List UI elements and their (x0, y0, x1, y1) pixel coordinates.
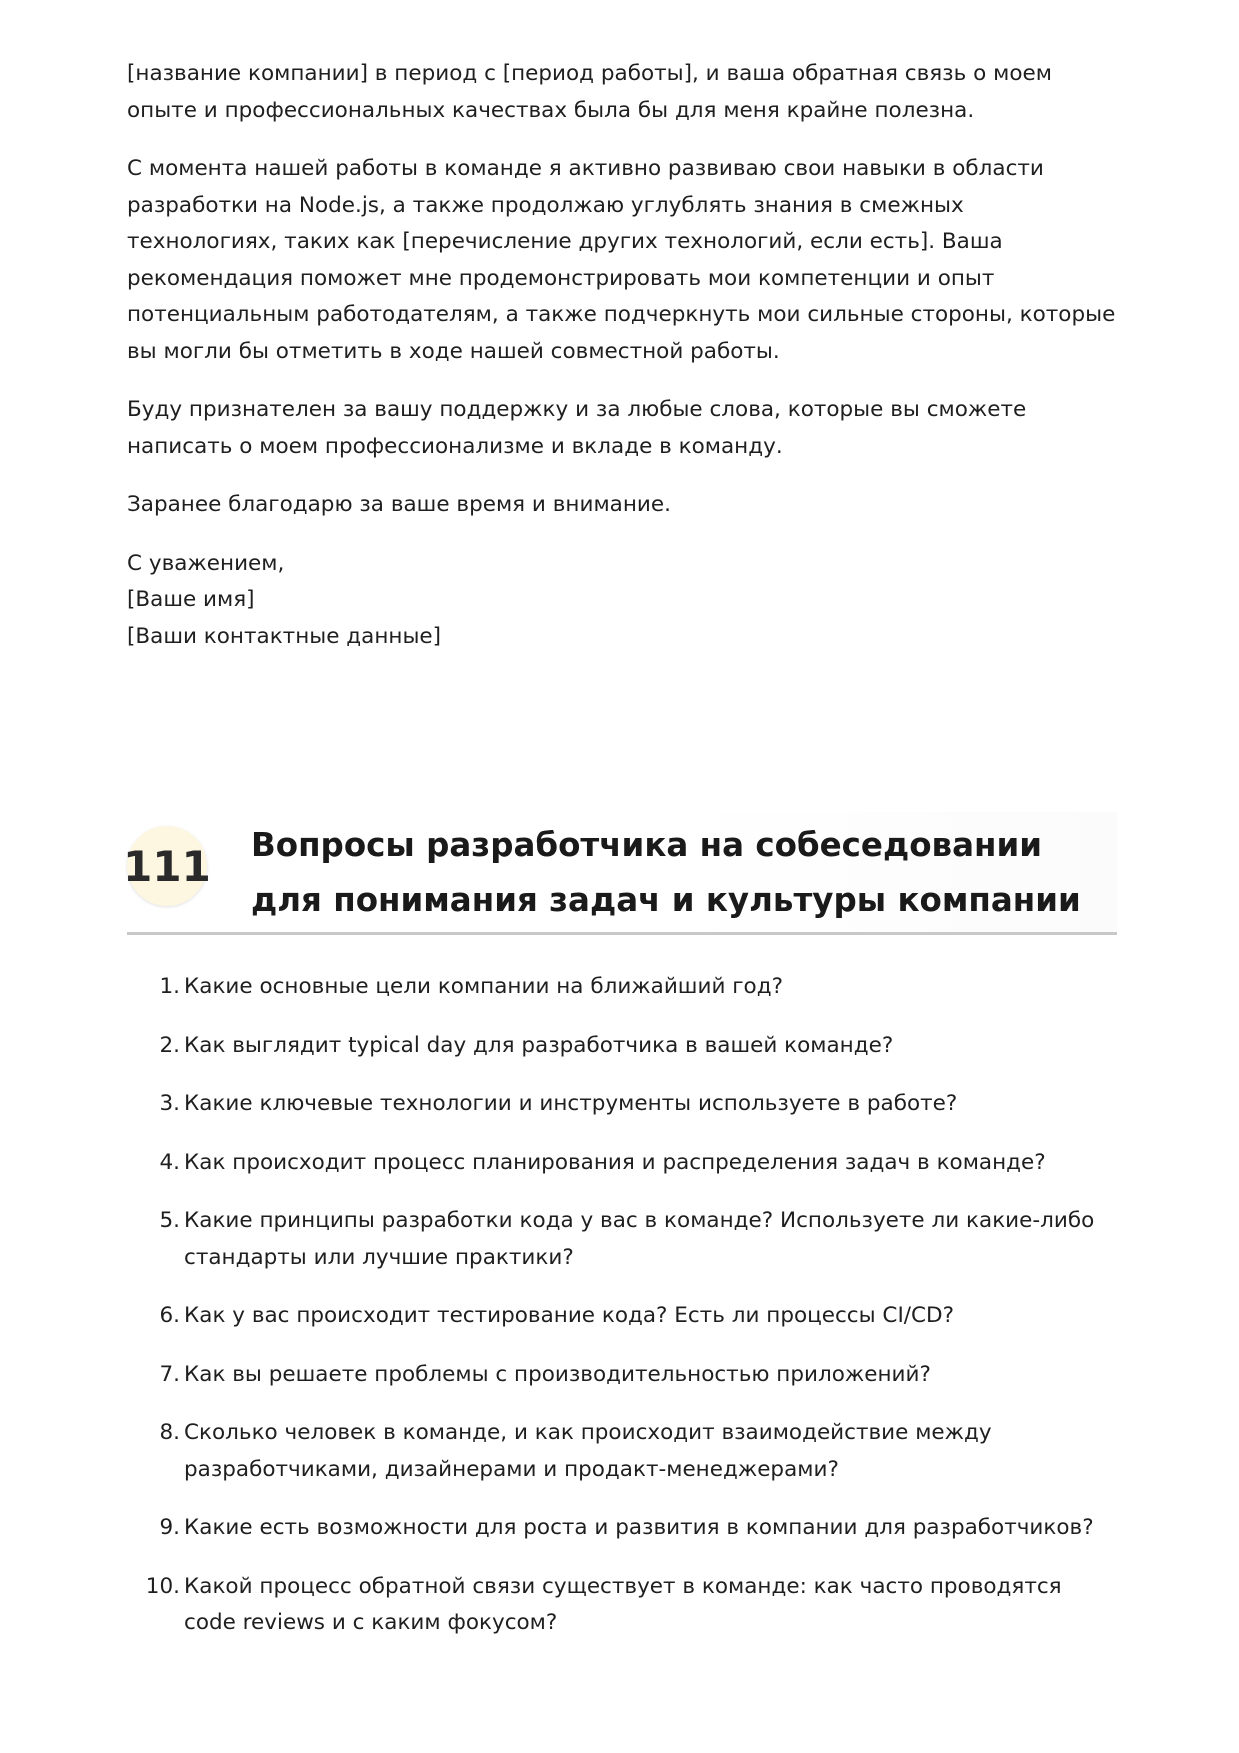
questions-list (140, 969, 1120, 1664)
closing-regards: С уважением, (127, 550, 285, 576)
letter-body (127, 56, 1117, 655)
list-item (140, 1415, 1120, 1488)
letter-paragraph: Заранее благодарю за ваше время и внимание. (127, 492, 671, 517)
list-item (140, 1028, 1120, 1065)
letter-closing (127, 546, 1117, 656)
item-text: Какие принципы разработки кода у вас в команде? Используете ли какие-либо стандарты или лучшие практики? (184, 1208, 1095, 1270)
item-text: Сколько человек в команде, и как происходит взаимодействие между разработчиками, дизайнерами и продакт-менеджерами? (184, 1420, 992, 1482)
item-number: 4. (159, 1149, 180, 1175)
list-item (140, 1357, 1120, 1394)
closing-contacts: [Ваши контактные данные] (127, 623, 442, 649)
item-number: 9. (159, 1515, 180, 1540)
item-text: Какие основные цели компании на ближайший год? (184, 974, 783, 999)
item-number: 7. (159, 1361, 180, 1387)
item-text: Какой процесс обратной связи существует в команде: как часто проводятся code reviews и с каким фокусом? (184, 1573, 1062, 1635)
list-item (140, 1203, 1120, 1276)
item-number: 6. (159, 1303, 180, 1328)
item-text: Как происходит процесс планирования и распределения задач в команде? (184, 1149, 1046, 1175)
item-text: Какие есть возможности для роста и развития в компании для разработчиков? (184, 1515, 1094, 1540)
item-number: 8. (159, 1420, 180, 1445)
item-text: Как у вас происходит тестирование кода? Есть ли процессы CI/CD? (184, 1303, 955, 1328)
section-number-badge: 111 (127, 826, 207, 906)
item-text: Как вы решаете проблемы с производительностью приложений? (184, 1361, 931, 1387)
item-number: 10. (145, 1573, 180, 1599)
section-title: Вопросы разработчика на собеседовании для понимания задач и культуры компании (251, 826, 1081, 919)
list-item (140, 969, 1120, 1006)
letter-paragraph: Буду признателен за вашу поддержку и за любые слова, которые вы сможете написать о моем профессионализме и вкладе в команду. (127, 397, 1027, 459)
letter-paragraph: С момента нашей работы в команде я активно развиваю свои навыки в области разработки на Node.js, а также продолжаю углублять знания в смежных технологиях, таких как [перечисление других технологий, если есть]. Ваша рекомендация поможет мне продемонстрировать мои компетенции и опыт потенциальным работодателям, а также подчеркнуть мои сильные стороны, которые вы могли бы отметить в ходе нашей совместной работы. (127, 156, 1116, 364)
item-number: 2. (159, 1032, 180, 1058)
item-text: Как выглядит typical day для разработчика в вашей команде? (184, 1032, 894, 1058)
list-item (140, 1510, 1120, 1547)
list-item (140, 1145, 1120, 1182)
closing-name: [Ваше имя] (127, 587, 255, 612)
list-item (140, 1086, 1120, 1123)
list-item (140, 1569, 1120, 1642)
item-number: 1. (159, 974, 180, 999)
item-text: Какие ключевые технологии и инструменты используете в работе? (184, 1091, 958, 1116)
section-header (123, 812, 1117, 935)
list-item (140, 1298, 1120, 1335)
item-number: 3. (159, 1091, 180, 1116)
letter-paragraph: [название компании] в период с [период работы], и ваша обратная связь о моем опыте и профессиональных качествах была бы для меня крайне полезна. (127, 61, 1052, 123)
item-number: 5. (159, 1208, 180, 1233)
